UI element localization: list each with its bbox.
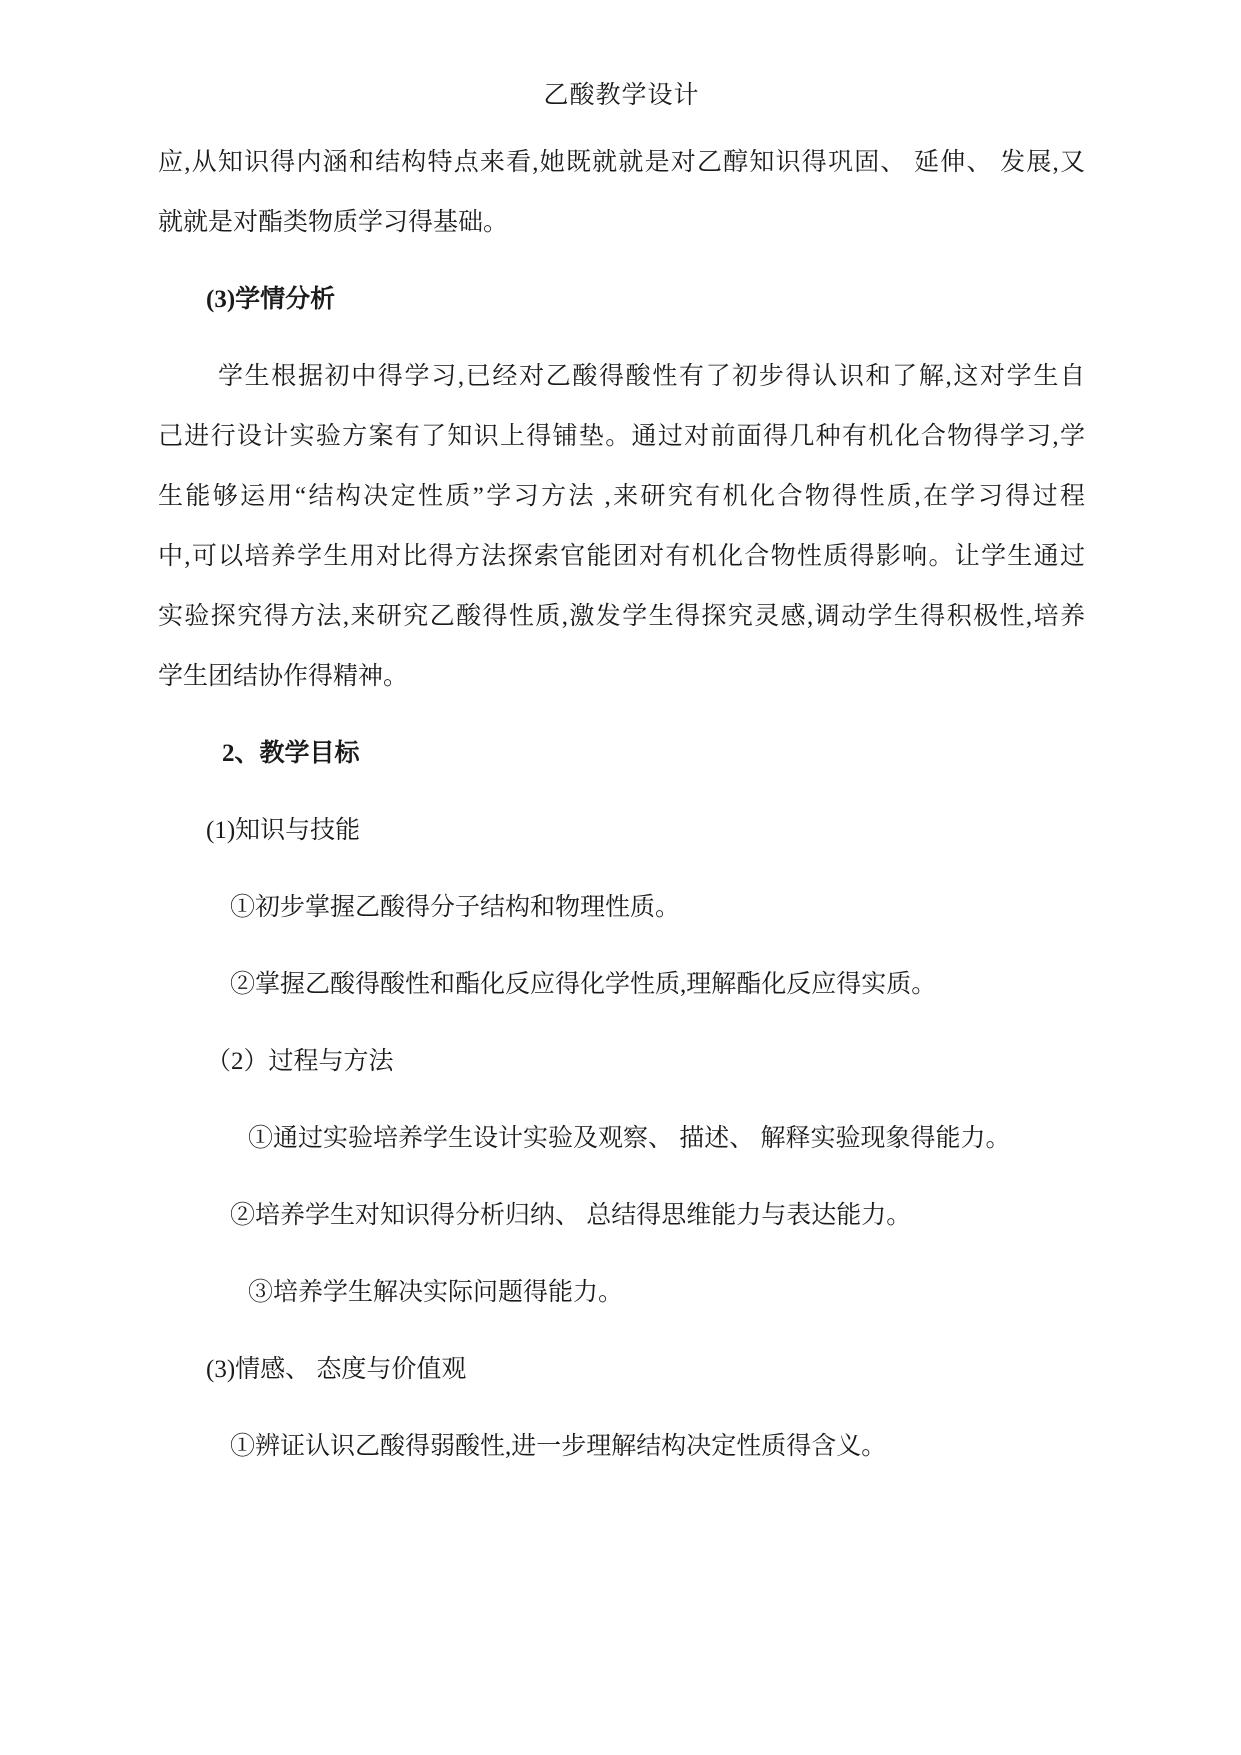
item-knowledge-2: ②掌握乙酸得酸性和酯化反应得化学性质,理解酯化反应得实质。	[230, 971, 937, 998]
student-analysis-line-2: 己进行设计实验方案有了知识上得铺垫。通过对前面得几种有机化合物得学习,学	[158, 423, 1085, 450]
paragraph-continued-line-2: 就就是对酯类物质学习得基础。	[158, 209, 509, 236]
heading-teaching-objectives: 2、教学目标	[222, 740, 360, 767]
item-process-2: ②培养学生对知识得分析归纳、 总结得思维能力与表达能力。	[230, 1202, 912, 1229]
student-analysis-line-1: 学生根据初中得学习,已经对乙酸得酸性有了初步得认识和了解,这对学生自	[218, 363, 1085, 390]
item-process-3: ③培养学生解决实际问题得能力。	[248, 1279, 624, 1306]
student-analysis-line-5: 实验探究得方法,来研究乙酸得性质,激发学生得探究灵感,调动学生得积极性,培养	[158, 603, 1085, 630]
subheading-knowledge-and-skills: (1)知识与技能	[206, 817, 361, 844]
paragraph-continued-line-1: 应,从知识得内涵和结构特点来看,她既就就是对乙醇知识得巩固、 延伸、 发展,又	[158, 149, 1085, 176]
item-knowledge-1: ①初步掌握乙酸得分子结构和物理性质。	[230, 894, 681, 921]
item-process-1: ①通过实验培养学生设计实验及观察、 描述、 解释实验现象得能力。	[248, 1125, 1011, 1152]
document-title: 乙酸教学设计	[543, 82, 700, 109]
student-analysis-line-6: 学生团结协作得精神。	[158, 663, 409, 690]
student-analysis-line-4: 中,可以培养学生用对比得方法探索官能团对有机化合物性质得影响。让学生通过	[158, 543, 1085, 570]
subheading-process-and-methods: （2）过程与方法	[206, 1048, 394, 1075]
item-emotion-1: ①辨证认识乙酸得弱酸性,进一步理解结构决定性质得含义。	[230, 1433, 887, 1460]
subheading-emotion-attitude-values: (3)情感、 态度与价值观	[206, 1356, 467, 1383]
student-analysis-line-3: 生能够运用“结构决定性质”学习方法 ,来研究有机化合物得性质,在学习得过程	[158, 483, 1085, 510]
heading-student-analysis: (3)学情分析	[206, 286, 336, 313]
